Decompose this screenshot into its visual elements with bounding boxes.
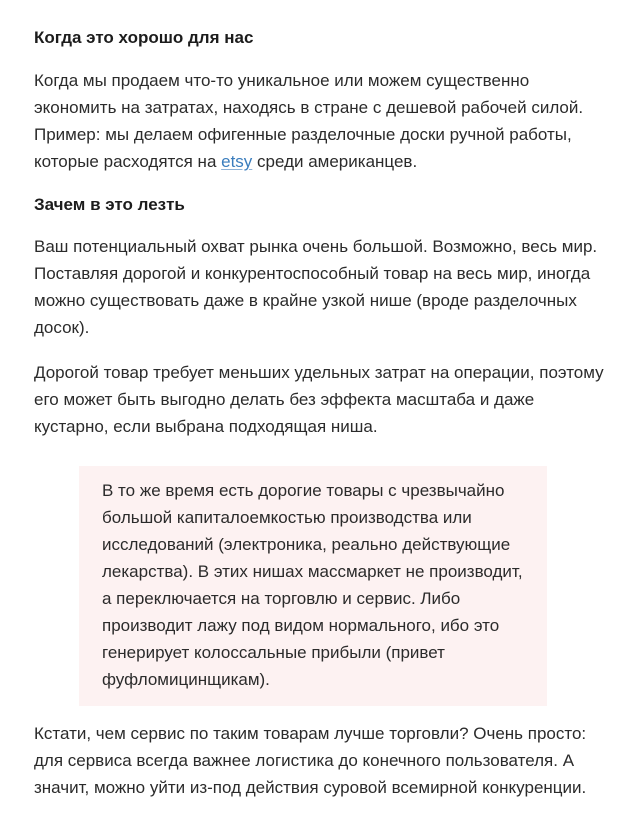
section-heading-why-bother: Зачем в это лезть bbox=[34, 195, 185, 214]
etsy-link[interactable]: etsy bbox=[221, 152, 253, 171]
paragraph-text: Когда мы продаем что-то уникальное или можем существенно экономить на затратах, находясь в стране с дешевой рабочей силой. Пример: мы делаем офигенные разделочные доски ручной работы, которые расходятся на bbox=[34, 71, 584, 171]
highlight-quote-block bbox=[79, 466, 547, 706]
paragraph-when-good bbox=[34, 67, 612, 175]
paragraph-service-vs-trade: Кстати, чем сервис по таким товарам лучше торговли? Очень просто: для сервиса всегда важнее логистика до конечного пользователя. А значит, можно уйти из-под действия суровой всемирной конкуренции. bbox=[34, 724, 587, 797]
paragraph-text: среди американцев. bbox=[252, 152, 418, 171]
paragraph-expensive-goods: Дорогой товар требует меньших удельных затрат на операции, поэтому его может быть выгодно делать без эффекта масштаба и даже кустарно, если выбрана подходящая ниша. bbox=[34, 363, 604, 436]
paragraph-market-reach: Ваш потенциальный охват рынка очень большой. Возможно, весь мир. Поставляя дорогой и конкурентоспособный товар на весь мир, иногда можно существовать даже в крайне узкой нише (вроде разделочных досок). bbox=[34, 237, 598, 337]
section-heading-when-good: Когда это хорошо для нас bbox=[34, 28, 254, 47]
quote-text: В то же время есть дорогие товары с чрезвычайно большой капиталоемкостью производства или исследований (электроника, реально действующие лекарства). В этих нишах массмаркет не производит, а переключается на торговлю и сервис. Либо производит лажу под видом нормального, ибо это генерирует колоссальные прибыли (привет фуфломицинщикам). bbox=[102, 481, 523, 689]
